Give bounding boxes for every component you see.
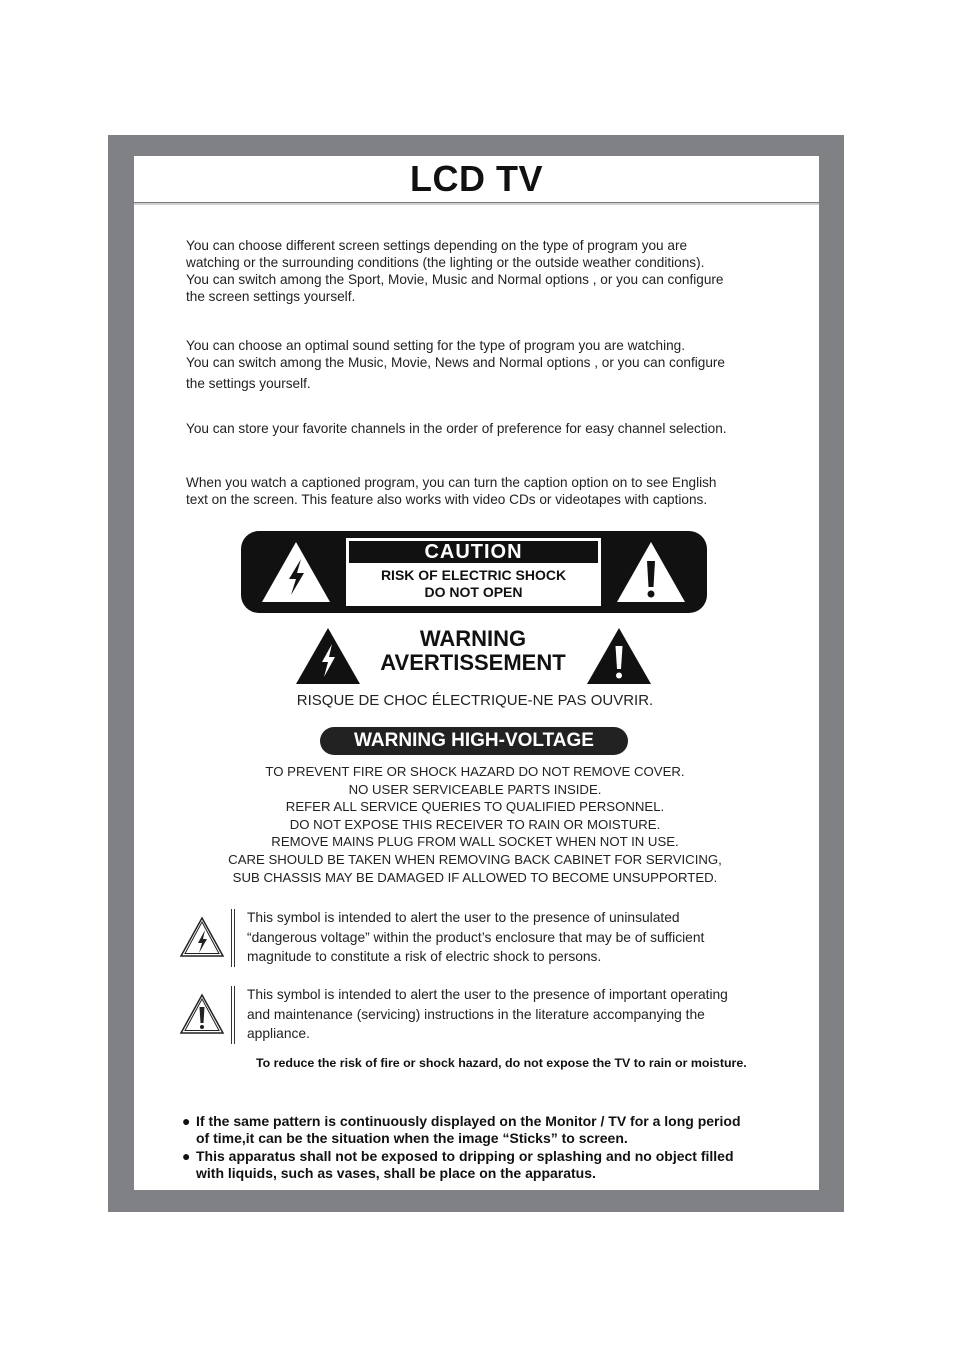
caution-do-not-open-text: DO NOT OPEN — [424, 584, 523, 600]
text-line: magnitude to constitute a risk of electric shock to persons. — [247, 949, 602, 964]
text-line: watching or the surrounding conditions (the lighting or the outside weather conditions). — [186, 255, 705, 270]
text-line: If the same pattern is continuously displayed on the Monitor / TV for a long period — [196, 1113, 741, 1129]
symbol-divider — [231, 909, 235, 967]
symbol-divider — [231, 986, 235, 1044]
symbol-voltage-description — [247, 908, 767, 967]
text-line: the screen settings yourself. — [186, 289, 356, 304]
high-voltage-instructions — [150, 763, 800, 886]
paragraph-favorite-channels — [186, 420, 776, 437]
instruction-line: NO USER SERVICEABLE PARTS INSIDE. — [348, 781, 602, 797]
paragraph-captions — [186, 474, 776, 508]
bullet-list — [182, 1113, 782, 1183]
lightning-triangle-icon — [179, 916, 225, 958]
instruction-line: CARE SHOULD BE TAKEN WHEN REMOVING BACK CABINET FOR SERVICING, — [228, 851, 722, 867]
bullet-icon: ● — [182, 1147, 191, 1164]
text-line: with liquids, such as vases, shall be place on the apparatus. — [196, 1165, 596, 1182]
exclamation-triangle-icon — [614, 539, 688, 605]
lightning-triangle-icon — [294, 626, 362, 686]
title-bar — [134, 156, 819, 203]
symbol-instructions-description — [247, 985, 767, 1044]
text-line: You can choose an optimal sound setting for the type of program you are watching. — [186, 338, 685, 353]
caution-risk-text: RISK OF ELECTRIC SHOCK — [380, 567, 567, 583]
lightning-triangle-icon — [259, 539, 333, 605]
list-item — [182, 1148, 782, 1183]
exclamation-triangle-icon — [585, 626, 653, 686]
instruction-line: TO PREVENT FIRE OR SHOCK HAZARD DO NOT REMOVE COVER. — [265, 764, 685, 779]
rain-moisture-notice: To reduce the risk of fire or shock hazard, do not expose the TV to rain or moisture. — [256, 1056, 747, 1070]
list-item — [182, 1113, 782, 1148]
caution-center-panel — [346, 538, 601, 606]
paragraph-screen-settings — [186, 237, 776, 305]
text-line: You can choose different screen settings depending on the type of program you are — [186, 238, 688, 253]
high-voltage-badge: WARNING HIGH-VOLTAGE — [320, 727, 628, 755]
text-line: and maintenance (servicing) instructions in the literature accompanying the — [247, 1006, 705, 1022]
avertissement-word: AVERTISSEMENT — [380, 650, 566, 675]
text-line: You can switch among the Sport, Movie, Music and Normal options , or you can configure — [186, 272, 724, 287]
text-line: This symbol is intended to alert the user to the presence of uninsulated — [247, 910, 680, 925]
caution-label — [241, 531, 707, 613]
text-line: When you watch a captioned program, you can turn the caption option on to see English — [186, 475, 717, 490]
text-line: appliance. — [247, 1026, 310, 1041]
text-line: “dangerous voltage” within the product’s enclosure that may be of sufficient — [247, 929, 705, 945]
paragraph-sound-settings — [186, 337, 776, 392]
text-line: You can switch among the Music, Movie, News and Normal options , or you can configure — [186, 355, 725, 370]
instruction-line: SUB CHASSIS MAY BE DAMAGED IF ALLOWED TO BECOME UNSUPPORTED. — [232, 869, 718, 885]
instruction-line: REMOVE MAINS PLUG FROM WALL SOCKET WHEN NOT IN USE. — [271, 834, 679, 850]
text-line: This apparatus shall not be exposed to dripping or splashing and no object filled — [196, 1147, 734, 1164]
instruction-line: DO NOT EXPOSE THIS RECEIVER TO RAIN OR MOISTURE. — [289, 816, 661, 832]
warning-heading — [360, 627, 586, 675]
instruction-line: REFER ALL SERVICE QUERIES TO QUALIFIED PERSONNEL. — [285, 799, 665, 815]
text-line: This symbol is intended to alert the user to the presence of important operating — [247, 987, 728, 1002]
text-line: You can store your favorite channels in the order of preference for easy channel selection. — [186, 421, 727, 436]
french-warning-text: RISQUE DE CHOC ÉLECTRIQUE-NE PAS OUVRIR. — [296, 692, 654, 709]
text-line: of time,it can be the situation when the image “Sticks” to screen. — [196, 1130, 628, 1147]
bullet-icon: ● — [182, 1113, 191, 1129]
exclamation-triangle-icon — [179, 993, 225, 1035]
warning-word: WARNING — [419, 626, 527, 651]
caution-heading: CAUTION — [349, 541, 598, 563]
text-line: text on the screen. This feature also works with video CDs or videotapes with captions. — [186, 492, 708, 507]
text-line: the settings yourself. — [186, 376, 311, 391]
page-title: LCD TV — [410, 158, 543, 199]
